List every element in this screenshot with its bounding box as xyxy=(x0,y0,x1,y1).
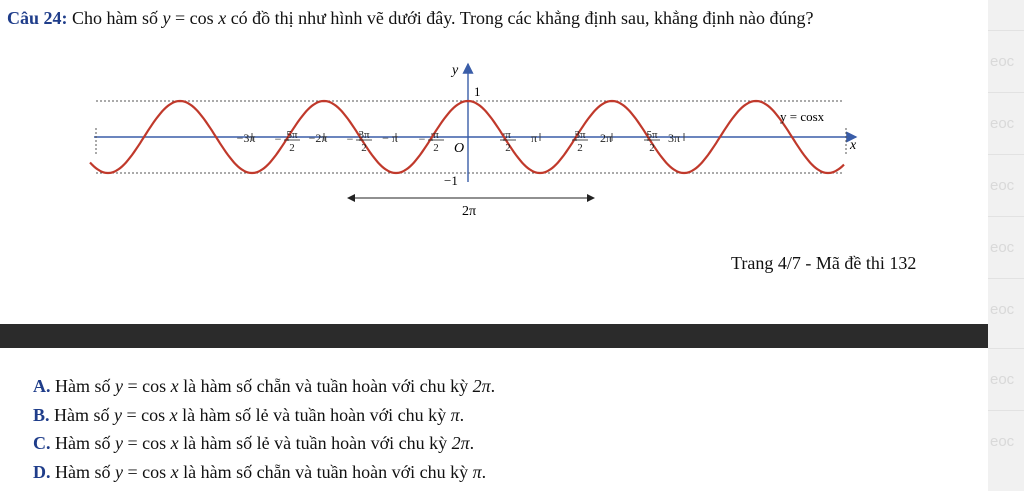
x-tick-denominator: 2 xyxy=(289,142,295,154)
x-tick-numerator: 3π xyxy=(574,129,586,141)
page-divider xyxy=(0,324,1024,348)
strip-cell xyxy=(988,348,1024,411)
x-tick-label xyxy=(531,131,537,145)
x-tick-numerator: 3π xyxy=(358,129,370,141)
option-b[interactable] xyxy=(33,401,495,430)
page-footer: Trang 4/7 - Mã đề thi 132 xyxy=(731,253,917,273)
strip-cell xyxy=(988,154,1024,217)
strip-cell xyxy=(988,92,1024,155)
x-tick-label xyxy=(309,131,328,145)
origin-label: O xyxy=(454,141,465,156)
strip-cell xyxy=(988,278,1024,341)
option-a-pre: Hàm số xyxy=(50,376,115,396)
option-c-label: C. xyxy=(33,433,51,453)
option-a[interactable] xyxy=(33,372,495,401)
option-b-label: B. xyxy=(33,404,50,425)
option-a-math-y: y xyxy=(115,376,123,396)
strip-watermark: eoc xyxy=(990,301,1015,318)
question-label: Câu 24: xyxy=(7,8,68,28)
question-math-eq: = cos xyxy=(170,8,219,28)
x-tick-denominator: 2 xyxy=(361,142,367,154)
option-a-end: . xyxy=(490,376,496,396)
option-a-math-eq: = cos xyxy=(123,376,171,396)
option-b-end: . xyxy=(459,404,465,425)
x-tick-numerator: π xyxy=(433,129,439,141)
x-tick-text: −2π xyxy=(308,131,328,145)
option-b-math-y: y xyxy=(114,404,123,425)
curve-label: y = cosx xyxy=(780,109,825,124)
option-d-label: D. xyxy=(33,461,51,482)
question-math-y: y xyxy=(162,8,171,28)
strip-cell xyxy=(988,30,1024,93)
option-d-pre: Hàm số xyxy=(50,461,115,482)
x-tick-label xyxy=(382,131,398,145)
x-tick-text: − π xyxy=(382,131,398,145)
option-c-end: . xyxy=(469,433,475,453)
x-tick-label xyxy=(668,131,680,145)
option-b-math-x: x xyxy=(169,404,178,425)
x-tick-denominator: 2 xyxy=(433,142,439,154)
y-axis-label: y xyxy=(452,63,459,78)
x-tick-text: π xyxy=(530,131,538,145)
x-tick-denominator: 2 xyxy=(649,142,655,154)
y-tick-one: 1 xyxy=(474,84,481,99)
x-tick-denominator: 2 xyxy=(505,142,511,154)
option-c-math-x: x xyxy=(170,433,179,453)
strip-watermark: eoc xyxy=(990,177,1015,194)
question-text-after: có đồ thị như hình vẽ dưới đây. Trong các khẳng định sau, khẳng định nào đúng? xyxy=(226,8,814,28)
option-d-end: . xyxy=(481,461,487,482)
option-c-period: 2π xyxy=(451,433,470,453)
strip-watermark: eoc xyxy=(990,239,1015,256)
option-d-math-y: y xyxy=(115,461,123,482)
x-tick-sign: − xyxy=(274,132,282,146)
question-text xyxy=(7,4,967,33)
option-c-math-eq: = cos xyxy=(123,433,171,453)
x-tick-text: 2π xyxy=(599,131,613,145)
option-b-math-eq: = cos xyxy=(122,404,170,425)
side-strip xyxy=(988,0,1024,491)
x-tick-label xyxy=(600,131,612,145)
x-tick-label xyxy=(237,131,256,145)
x-tick-numerator: π xyxy=(505,129,511,141)
strip-watermark: eoc xyxy=(990,371,1015,388)
option-d[interactable] xyxy=(33,458,495,487)
option-a-math-x: x xyxy=(170,376,179,396)
x-tick-sign: − xyxy=(418,132,426,146)
option-a-label: A. xyxy=(33,376,51,396)
x-tick-numerator: 5π xyxy=(286,129,298,141)
option-b-text: là hàm số lẻ và tuần hoàn với chu kỳ xyxy=(177,404,451,425)
option-c-pre: Hàm số xyxy=(50,433,115,453)
answer-options xyxy=(33,372,495,486)
x-tick-denominator: 2 xyxy=(577,142,583,154)
option-a-text: là hàm số chẵn và tuần hoàn với chu kỳ xyxy=(178,376,473,396)
question-math-x: x xyxy=(218,8,227,28)
x-tick-sign: − xyxy=(346,132,354,146)
option-d-math-eq: = cos xyxy=(123,461,171,482)
x-tick-text: −3π xyxy=(236,131,256,145)
strip-watermark: eoc xyxy=(990,433,1015,450)
strip-watermark: eoc xyxy=(990,53,1015,70)
option-d-period: π xyxy=(472,461,482,482)
option-d-math-x: x xyxy=(170,461,179,482)
option-c-text: là hàm số lẻ và tuần hoàn với chu kỳ xyxy=(178,433,452,453)
option-a-period: 2π xyxy=(472,376,491,396)
x-axis-label: x xyxy=(850,138,857,153)
cosine-graph xyxy=(86,56,866,216)
option-b-period: π xyxy=(450,404,460,425)
option-d-text: là hàm số chẵn và tuần hoàn với chu kỳ xyxy=(178,461,473,482)
x-tick-numerator: 5π xyxy=(646,129,658,141)
y-tick-minus-one: −1 xyxy=(444,173,458,188)
option-c-math-y: y xyxy=(115,433,123,453)
question-text-before: Cho hàm số xyxy=(67,8,163,28)
x-tick-text: 3π xyxy=(667,131,681,145)
option-b-pre: Hàm số xyxy=(49,404,115,425)
option-c[interactable] xyxy=(33,429,495,458)
period-label: 2π xyxy=(462,204,477,216)
strip-cell xyxy=(988,410,1024,473)
strip-watermark: eoc xyxy=(990,115,1015,132)
strip-cell xyxy=(988,216,1024,279)
